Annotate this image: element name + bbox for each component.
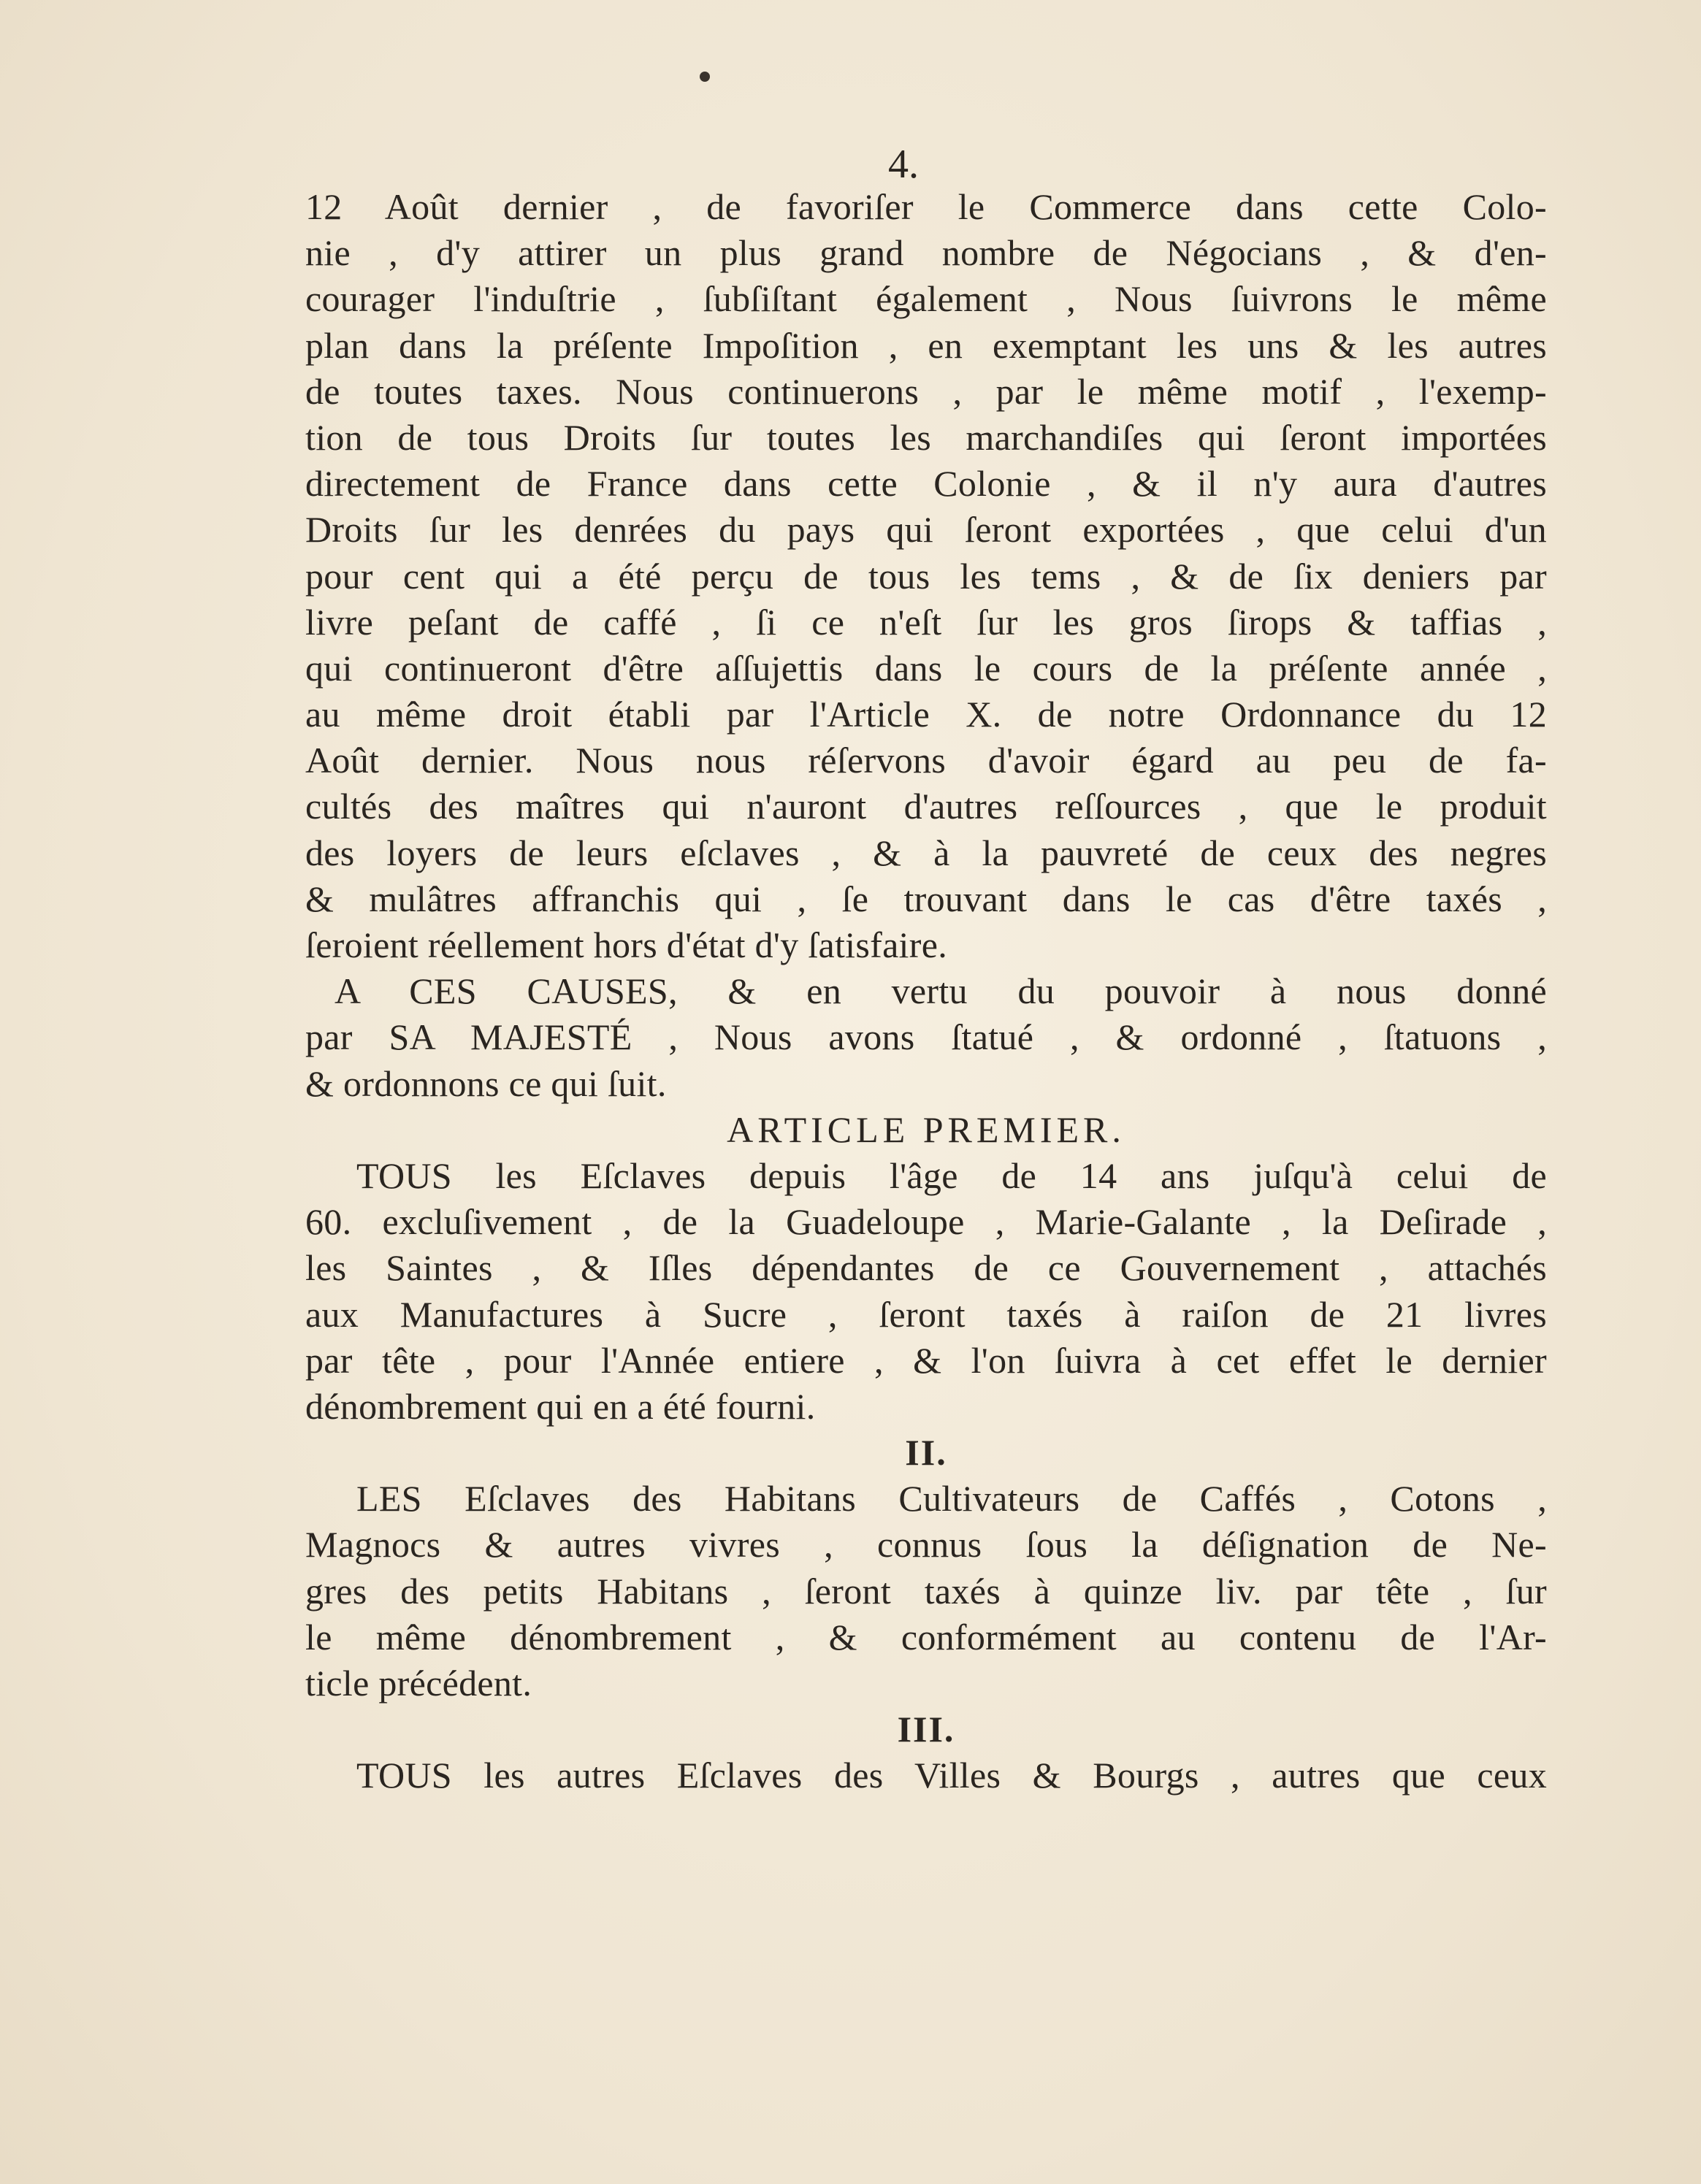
text-line: courager l'induſtrie , ſubſiſtant également , Nous ſuivrons le même [305, 278, 1547, 320]
text-line: directement de France dans cette Colonie , & il n'y aura d'autres [305, 463, 1547, 505]
text-line: aux Manufactures à Sucre , ſeront taxés à raiſon de 21 livres [305, 1293, 1547, 1335]
page-number: 4. [888, 142, 919, 187]
text-line: par SA MAJESTÉ , Nous avons ſtatué , & ordonné , ſtatuons , [305, 1016, 1547, 1058]
text-line: plan dans la préſente Impoſition , en exemptant les uns & les autres [305, 324, 1547, 366]
text-line: nie , d'y attirer un plus grand nombre de Négocians , & d'en- [305, 232, 1547, 274]
ink-spot [700, 72, 710, 82]
text-line: cultés des maîtres qui n'auront d'autres reſſources , que le produit [305, 786, 1547, 827]
text-line: de toutes taxes. Nous continuerons , par le même motif , l'exemp- [305, 370, 1547, 412]
text-line: des loyers de leurs eſclaves , & à la pauvreté de ceux des negres [305, 832, 1547, 873]
text-line: Magnocs & autres vivres , connus ſous la déſignation de Ne- [305, 1524, 1547, 1566]
text-line: pour cent qui a été perçu de tous les tems , & de ſix deniers par [305, 555, 1547, 597]
text-line: au même droit établi par l'Article X. de notre Ordonnance du 12 [305, 694, 1547, 735]
text-line: ticle précédent. [305, 1663, 532, 1704]
text-line: TOUS les Eſclaves depuis l'âge de 14 ans juſqu'à celui de [356, 1154, 1547, 1196]
heading-article-2: II. [905, 1432, 947, 1474]
text-line: & mulâtres affranchis qui , ſe trouvant dans le cas d'être taxés , [305, 878, 1547, 919]
text-line: & ordonnons ce qui ſuit. [305, 1062, 667, 1104]
text-line: les Saintes , & Iſles dépendantes de ce Gouvernement , attachés [305, 1247, 1547, 1289]
text-line: ſeroient réellement hors d'état d'y ſatisfaire. [305, 924, 947, 965]
text-line: 12 Août dernier , de favoriſer le Commerce dans cette Colo- [305, 186, 1547, 227]
heading-article-1: ARTICLE PREMIER. [727, 1108, 1125, 1150]
text-line: Droits ſur les denrées du pays qui ſeront exportées , que celui d'un [305, 509, 1547, 551]
text-line: tion de tous Droits ſur toutes les marchandiſes qui ſeront importées [305, 416, 1547, 458]
text-line: qui continueront d'être aſſujettis dans le cours de la préſente année , [305, 647, 1547, 689]
text-line: dénombrement qui en a été fourni. [305, 1385, 816, 1427]
document-body [305, 184, 1547, 1799]
text-line: le même dénombrement , & conformément au contenu de l'Ar- [305, 1616, 1547, 1658]
text-line: LES Eſclaves des Habitans Cultivateurs de Caffés , Cotons , [356, 1478, 1547, 1520]
text-line: gres des petits Habitans , ſeront taxés à quinze liv. par tête , ſur [305, 1570, 1547, 1612]
text-line: A CES CAUSES, & en vertu du pouvoir à nous donné [335, 970, 1547, 1012]
text-line: par tête , pour l'Année entiere , & l'on ſuivra à cet effet le dernier [305, 1339, 1547, 1381]
text-line: TOUS les autres Eſclaves des Villes & Bourgs , autres que ceux [356, 1755, 1547, 1796]
text-line: Août dernier. Nous nous réſervons d'avoir égard au peu de fa- [305, 740, 1547, 781]
text-line: 60. excluſivement , de la Guadeloupe , Marie-Galante , la Deſirade , [305, 1201, 1547, 1243]
text-line: livre peſant de caffé , ſi ce n'eſt ſur les gros ſirops & taffias , [305, 601, 1547, 643]
heading-article-3: III. [897, 1709, 955, 1750]
